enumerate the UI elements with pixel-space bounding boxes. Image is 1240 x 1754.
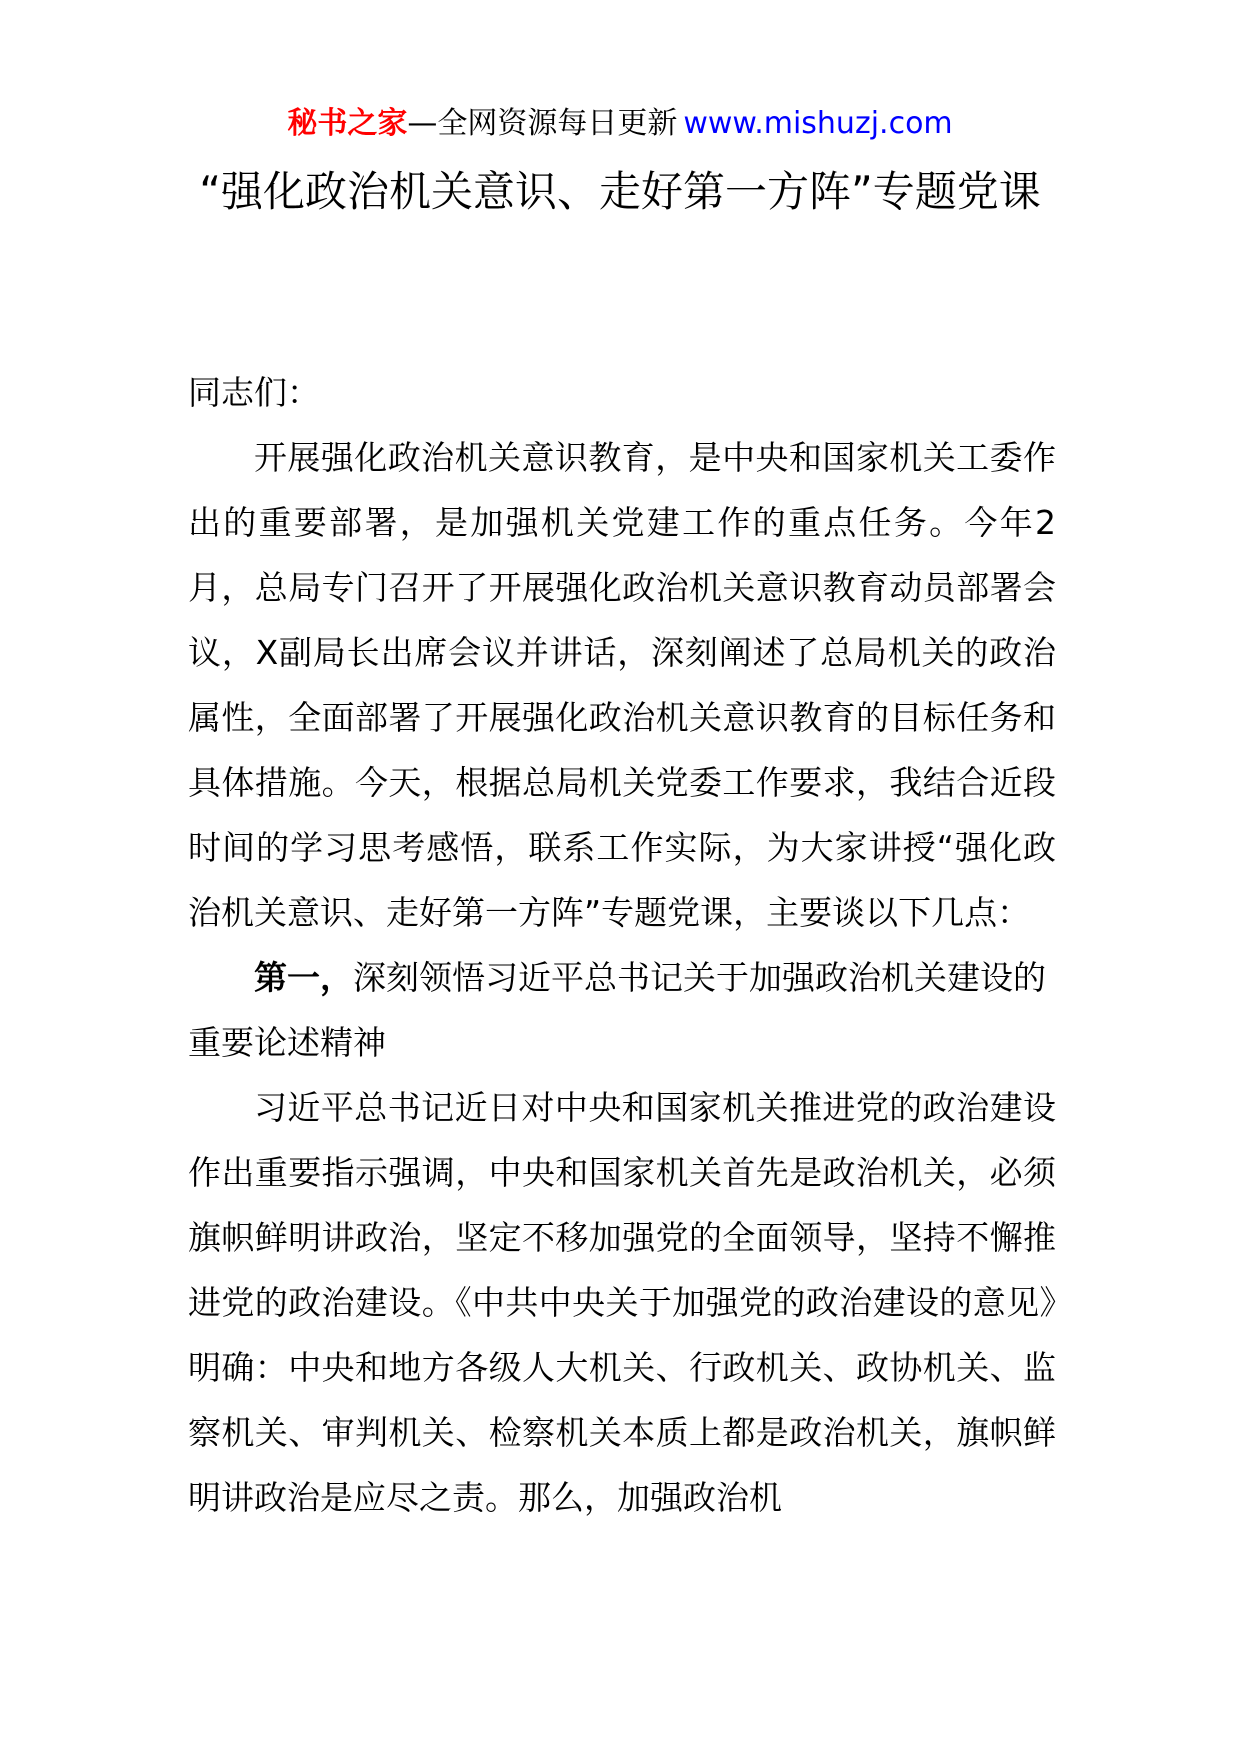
brand-tagline: —全网资源每日更新	[407, 106, 678, 141]
section-heading-lead: 第一，	[254, 958, 353, 997]
document-body	[188, 360, 1056, 1530]
site-header	[0, 102, 1240, 146]
section-heading	[188, 945, 1056, 1075]
brand-name: 秘书之家	[287, 106, 408, 141]
document-title: “强化政治机关意识、走好第一方阵”专题党课	[199, 167, 1041, 216]
paragraph-body: 习近平总书记近日对中央和国家机关推进党的政治建设作出重要指示强调，中央和国家机关首先是政治机关，必须旗帜鲜明讲政治，坚定不移加强党的全面领导，坚持不懈推进党的政治建设。《中共中央关于加强党的政治建设的意见》明确：中央和地方各级人大机关、行政机关、政协机关、监察机关、审判机关、检察机关本质上都是政治机关，旗帜鲜明讲政治是应尽之责。那么，加强政治机	[188, 1088, 1056, 1517]
section-heading-text: 深刻领悟习近平总书记关于加强政治机关建设的重要论述精神	[188, 958, 1046, 1062]
site-url[interactable]: www.mishuzj.com	[683, 106, 953, 141]
salutation: 同志们：	[188, 373, 320, 412]
paragraph-intro: 开展强化政治机关意识教育，是中央和国家机关工委作出的重要部署，是加强机关党建工作的重点任务。今年2月，总局专门召开了开展强化政治机关意识教育动员部署会议，X副局长出席会议并讲话，深刻阐述了总局机关的政治属性，全面部署了开展强化政治机关意识教育的目标任务和具体措施。今天，根据总局机关党委工作要求，我结合近段时间的学习思考感悟，联系工作实际，为大家讲授“强化政治机关意识、走好第一方阵”专题党课，主要谈以下几点：	[188, 438, 1056, 932]
